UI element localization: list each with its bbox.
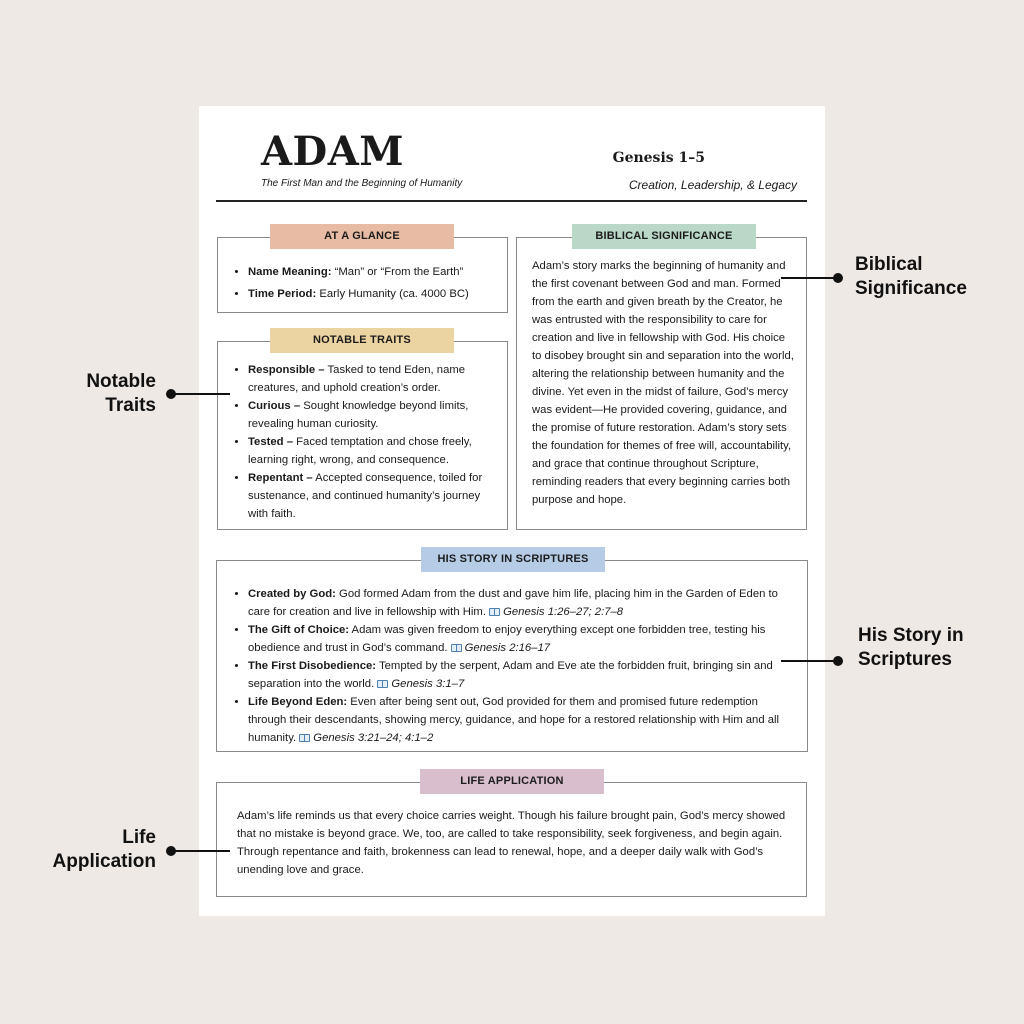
- list-item: [248, 261, 495, 283]
- list-item: [248, 433, 495, 469]
- callout-line-biblical-significance: [781, 277, 838, 279]
- bible-book-icon: [451, 644, 462, 652]
- his-story-box: [216, 560, 808, 752]
- item-term: Responsible –: [248, 364, 325, 376]
- item-text: “Man” or “From the Earth”: [331, 266, 464, 278]
- biblical-significance-label: BIBLICAL SIGNIFICANCE: [572, 224, 756, 249]
- item-text: Tasked to tend Eden, name creatures, and uphold creation’s order.: [248, 364, 466, 394]
- list-item: [248, 585, 795, 621]
- item-term: The First Disobedience:: [248, 660, 377, 672]
- callout-line-notable-traits: [171, 393, 230, 395]
- item-term: Curious –: [248, 400, 301, 412]
- callout-notable-traits: Notable Traits: [86, 371, 156, 416]
- callout-his-story: His Story in Scriptures: [858, 625, 964, 670]
- scripture-citation: Genesis 3:1–7: [391, 678, 465, 690]
- list-item: [248, 397, 495, 433]
- life-application-box: [216, 782, 807, 897]
- scripture-reference: Genesis 1–5: [612, 150, 705, 166]
- list-item: [248, 361, 495, 397]
- callout-life-application: Life Application: [52, 827, 156, 872]
- his-story-label: HIS STORY IN SCRIPTURES: [421, 547, 605, 572]
- item-term: Tested –: [248, 436, 293, 448]
- item-text: Faced temptation and chose freely, learning right, wrong, and consequence.: [248, 436, 472, 466]
- item-text: Sought knowledge beyond limits, revealing human curiosity.: [248, 400, 469, 430]
- at-a-glance-label: AT A GLANCE: [270, 224, 454, 249]
- bible-book-icon: [299, 734, 310, 742]
- header-divider: [216, 200, 807, 202]
- item-text: Adam was given freedom to enjoy everything except one forbidden tree, testing his obedience and trust in God’s command.: [248, 624, 766, 654]
- callout-line-life-application: [171, 850, 230, 852]
- list-item: [248, 469, 495, 523]
- item-term: Name Meaning:: [248, 266, 332, 278]
- notable-traits-label: NOTABLE TRAITS: [270, 328, 454, 353]
- list-item: [248, 621, 795, 657]
- callout-line-his-story: [781, 660, 838, 662]
- worksheet-page: [199, 106, 825, 916]
- at-a-glance-list: [232, 261, 495, 305]
- his-story-list: [232, 585, 795, 747]
- scripture-citation: Genesis 3:21–24; 4:1–2: [313, 732, 434, 744]
- item-text: Tempted by the serpent, Adam and Eve ate the forbidden fruit, bringing sin and separation into the world.: [248, 660, 773, 690]
- item-text: Even after being sent out, God provided for them and promised future redemption through their descendants, showing mercy, guidance, and hope for a restored relationship with Him and all humanity.: [248, 696, 780, 744]
- bible-book-icon: [489, 608, 500, 616]
- list-item: [248, 283, 495, 305]
- item-term: The Gift of Choice:: [248, 624, 350, 636]
- life-application-text: Adam’s life reminds us that every choice carries weight. Though his failure brought pain, God’s mercy showed that no mistake is beyond grace. We, too, are called to take responsibility, seek forgiveness, and begin again. Through repentance and faith, brokenness can lead to renewal, hope, and a deeper daily walk with God’s unending love and grace.: [237, 810, 786, 876]
- callout-biblical-significance: Biblical Significance: [855, 254, 967, 299]
- bible-book-icon: [377, 680, 388, 688]
- item-text: Early Humanity (ca. 4000 BC): [316, 288, 469, 300]
- item-text: Accepted consequence, toiled for sustenance, and continued humanity’s journey with faith.: [248, 472, 483, 520]
- notable-traits-box: [217, 341, 508, 530]
- item-term: Created by God:: [248, 588, 336, 600]
- notable-traits-list: [232, 361, 495, 523]
- biblical-significance-box: [516, 237, 807, 530]
- life-application-label: LIFE APPLICATION: [420, 769, 604, 794]
- scripture-citation: Genesis 1:26–27; 2:7–8: [503, 606, 624, 618]
- biblical-significance-text: Adam’s story marks the beginning of humanity and the first covenant between God and man. Formed from the earth and given breath by the Creator, he was entrusted with the responsibility to care for creation and live in fellowship with God. His choice to disobey brought sin and separation into the world, altering the relationship between humanity and the divine. Yet even in the midst of failure, God’s mercy was evident—He provided covering, guidance, and the promise of future restoration. Adam’s story sets the foundation for themes of free will, accountability, and grace that continue throughout Scripture, reminding readers that every beginning carries both purpose and hope.: [532, 260, 794, 506]
- item-term: Time Period:: [248, 288, 317, 300]
- list-item: [248, 693, 795, 747]
- item-term: Repentant –: [248, 472, 313, 484]
- item-term: Life Beyond Eden:: [248, 696, 348, 708]
- page-subtitle: The First Man and the Beginning of Humanity: [261, 178, 463, 189]
- page-title: ADAM: [261, 128, 405, 175]
- item-text: God formed Adam from the dust and gave him life, placing him in the Garden of Eden to care for creation and live in fellowship with Him.: [248, 588, 778, 618]
- list-item: [248, 657, 795, 693]
- reference-subtitle: Creation, Leadership, & Legacy: [628, 178, 797, 192]
- scripture-citation: Genesis 2:16–17: [464, 642, 551, 654]
